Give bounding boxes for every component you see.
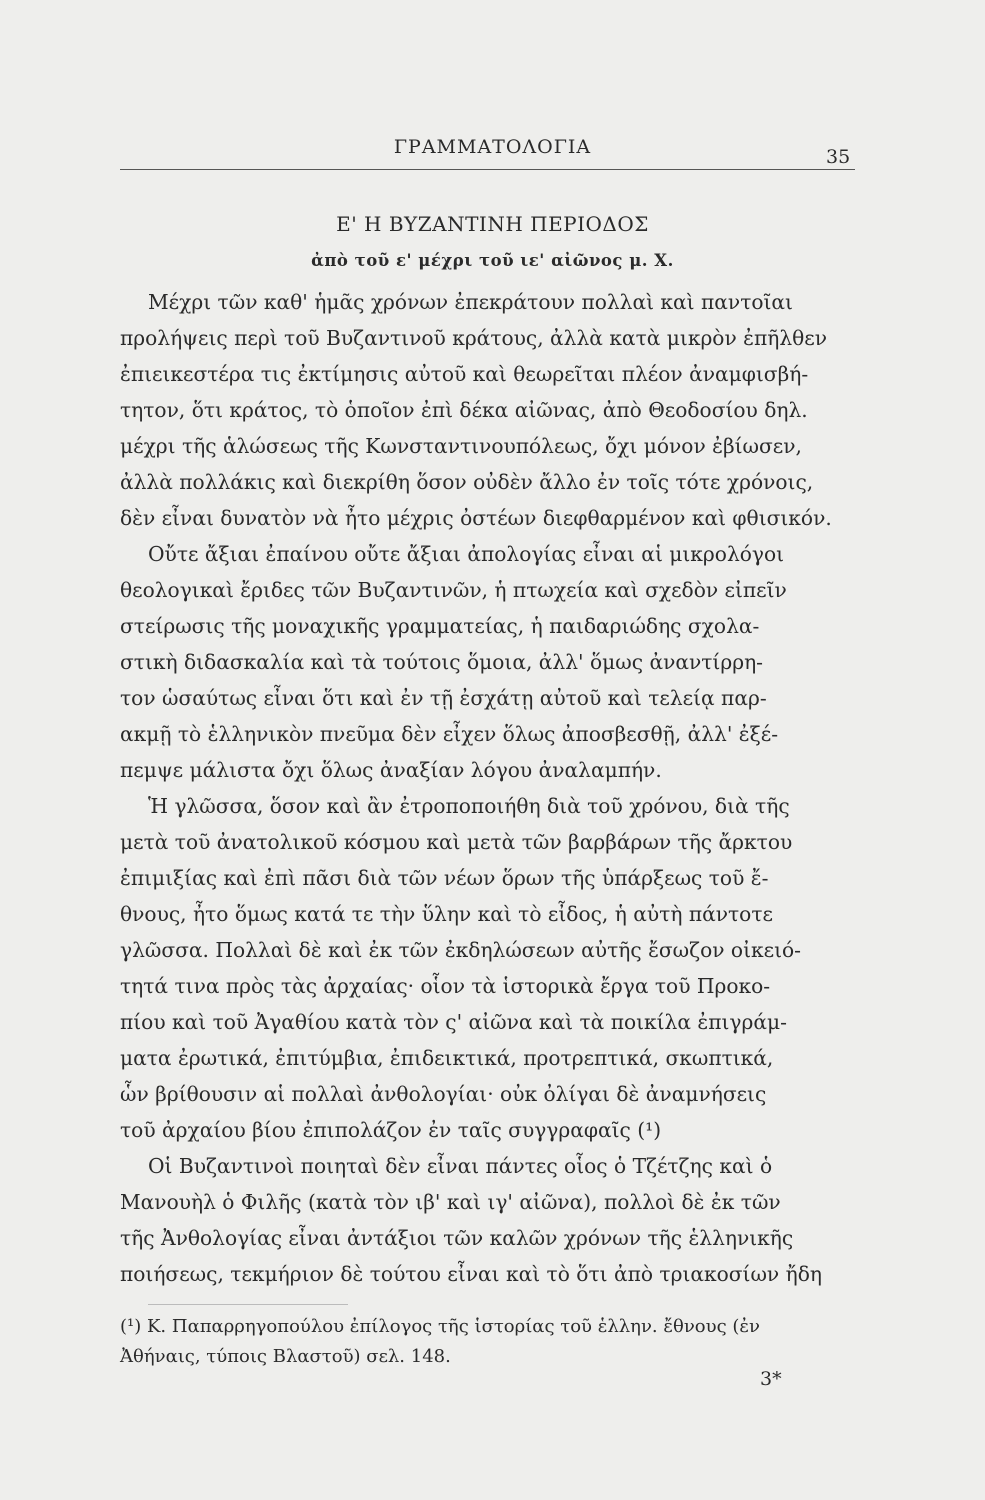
body-line: μετὰ τοῦ ἀνατολικοῦ κόσμου καὶ μετὰ τῶν βαρβάρων τῆς ἄρκτου <box>120 830 793 854</box>
running-head: ΓΡΑΜΜΑΤΟΛΟΓΙΑ <box>393 136 592 158</box>
body-line: τοῦ ἀρχαίου βίου ἐπιπολάζον ἐν ταῖς συγγραφαῖς (¹) <box>120 1118 662 1142</box>
body-line: ὧν βρίθουσιν αἱ πολλαὶ ἀνθολογίαι· οὐκ ὀλίγαι δὲ ἀναμνήσεις <box>120 1082 767 1106</box>
body-line: θνους, ἦτο ὅμως κατά τε τὴν ὕλην καὶ τὸ εἶδος, ἡ αὐτὴ πάντοτε <box>120 902 773 926</box>
footnote-rule <box>148 1304 348 1305</box>
page-number: 35 <box>826 146 851 168</box>
body-line: τητά τινα πρὸς τὰς ἀρχαίας· οἷον τὰ ἱστορικὰ ἔργα τοῦ Προκο- <box>120 974 771 998</box>
body-line: μέχρι τῆς ἁλώσεως τῆς Κωνσταντινουπόλεως, ὄχι μόνον ἐβίωσεν, <box>120 434 802 458</box>
body-line: τητον, ὅτι κράτος, τὸ ὁποῖον ἐπὶ δέκα αἰῶνας, ἀπὸ Θεοδοσίου δηλ. <box>120 398 808 422</box>
body-line: στικὴ διδασκαλία καὶ τὰ τούτοις ὅμοια, ἀλλ' ὅμως ἀναντίρρη- <box>120 650 763 674</box>
signature-mark: 3* <box>760 1368 782 1390</box>
body-line: Μανουὴλ ὁ Φιλῆς (κατὰ τὸν ιβ' καὶ ιγ' αἰῶνα), πολλοὶ δὲ ἐκ τῶν <box>120 1190 781 1214</box>
body-line: πεμψε μάλιστα ὄχι ὅλως ἀναξίαν λόγου ἀναλαμπήν. <box>120 758 662 782</box>
body-line: ποιήσεως, τεκμήριον δὲ τούτου εἶναι καὶ τὸ ὅτι ἀπὸ τριακοσίων ἤδη <box>120 1262 822 1286</box>
section-title: Ε' Η ΒΥΖΑΝΤΙΝΗ ΠΕΡΙΟΔΟΣ <box>336 212 649 236</box>
body-line: γλῶσσα. Πολλαὶ δὲ καὶ ἐκ τῶν ἐκδηλώσεων αὐτῆς ἔσωζον οἰκειό- <box>120 938 801 962</box>
body-line: Μέχρι τῶν καθ' ἡμᾶς χρόνων ἐπεκράτουν πολλαὶ καὶ παντοῖαι <box>148 290 793 314</box>
footnote-line: Ἀθήναις, τύποις Βλαστοῦ) σελ. 148. <box>120 1346 451 1367</box>
body-line: ακμῇ τὸ ἑλληνικὸν πνεῦμα δὲν εἶχεν ὅλως ἀποσβεσθῇ, ἀλλ' ἐξέ- <box>120 722 779 746</box>
section-subtitle: ἀπὸ τοῦ ε' μέχρι τοῦ ιε' αἰῶνος μ. Χ. <box>311 251 674 270</box>
body-line: ματα ἐρωτικά, ἐπιτύμβια, ἐπιδεικτικά, προτρεπτικά, σκωπτικά, <box>120 1046 774 1070</box>
body-line: δὲν εἶναι δυνατὸν νὰ ἦτο μέχρις ὀστέων διεφθαρμένον καὶ φθισικόν. <box>120 506 832 530</box>
header-rule <box>120 169 855 170</box>
body-line: Οἱ Βυζαντινοὶ ποιηταὶ δὲν εἶναι πάντες οἷος ὁ Τζέτζης καὶ ὁ <box>148 1154 773 1178</box>
body-line: τον ὡσαύτως εἶναι ὅτι καὶ ἐν τῇ ἐσχάτῃ αὐτοῦ καὶ τελείᾳ παρ- <box>120 686 767 710</box>
footnote-line: (¹) Κ. Παπαρρηγοπούλου ἐπίλογος τῆς ἱστορίας τοῦ ἑλλην. ἔθνους (ἐν <box>120 1316 760 1337</box>
body-line: πίου καὶ τοῦ Ἀγαθίου κατὰ τὸν ς' αἰῶνα καὶ τὰ ποικίλα ἐπιγράμ- <box>120 1010 787 1034</box>
body-line: στείρωσις τῆς μοναχικῆς γραμματείας, ἡ παιδαριώδης σχολα- <box>120 614 760 638</box>
body-line: ἐπιμιξίας καὶ ἐπὶ πᾶσι διὰ τῶν νέων ὅρων τῆς ὑπάρξεως τοῦ ἔ- <box>120 866 769 890</box>
body-line: ἀλλὰ πολλάκις καὶ διεκρίθη ὅσον οὐδὲν ἄλλο ἐν τοῖς τότε χρόνοις, <box>120 470 814 494</box>
body-line: Οὔτε ἄξιαι ἐπαίνου οὔτε ἄξιαι ἀπολογίας εἶναι αἱ μικρολόγοι <box>148 542 785 566</box>
body-line: Ἡ γλῶσσα, ὅσον καὶ ἂν ἐτροποποιήθη διὰ τοῦ χρόνου, διὰ τῆς <box>148 794 790 818</box>
body-line: τῆς Ἀνθολογίας εἶναι ἀντάξιοι τῶν καλῶν χρόνων τῆς ἑλληνικῆς <box>120 1226 794 1250</box>
body-line: ἐπιεικεστέρα τις ἐκτίμησις αὐτοῦ καὶ θεωρεῖται πλέον ἀναμφισβή- <box>120 362 809 386</box>
body-line: προλήψεις περὶ τοῦ Βυζαντινοῦ κράτους, ἀλλὰ κατὰ μικρὸν ἐπῆλθεν <box>120 326 828 350</box>
body-line: θεολογικαὶ ἔριδες τῶν Βυζαντινῶν, ἡ πτωχεία καὶ σχεδὸν εἰπεῖν <box>120 578 787 602</box>
